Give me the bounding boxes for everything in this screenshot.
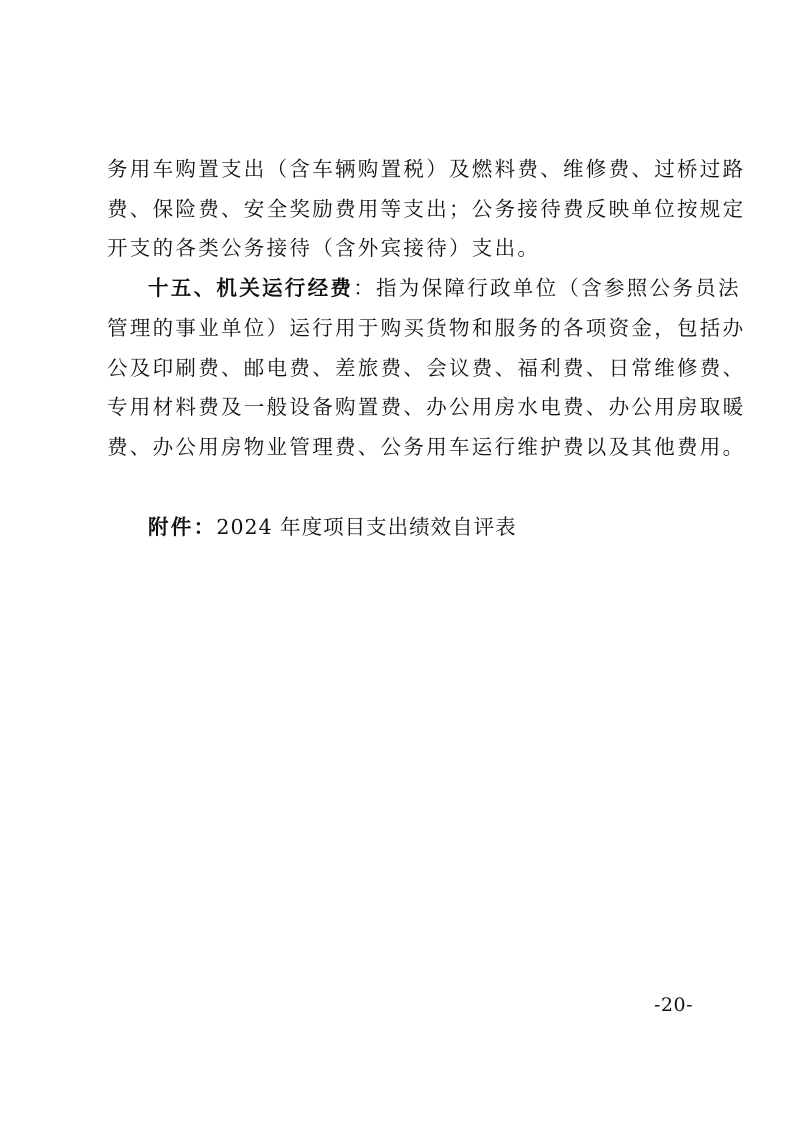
paragraph-line: 务用车购置支出（含车辆购置税）及燃料费、维修费、过桥过路 <box>107 157 746 181</box>
paragraph-line: 费、办公用房物业管理费、公务用车运行维护费以及其他费用。 <box>107 435 746 459</box>
paragraph-line: 开支的各类公务接待（含外宾接待）支出。 <box>107 236 541 260</box>
section-15-first-line <box>148 273 748 303</box>
attachment-line <box>148 512 748 542</box>
attachment-text: 2024 年度项目支出绩效自评表 <box>216 515 517 539</box>
page-number: -20- <box>654 994 694 1016</box>
paragraph-line: 公及印刷费、邮电费、差旅费、会议费、福利费、日常维修费、 <box>107 356 746 380</box>
paragraph-line: 费、保险费、安全奖励费用等支出；公务接待费反映单位按规定 <box>107 197 746 221</box>
paragraph-line: 管理的事业单位）运行用于购买货物和服务的各项资金，包括办 <box>107 316 746 340</box>
attachment-label: 附件： <box>148 515 217 539</box>
section-15-text: ：指为保障行政单位（含参照公务员法 <box>353 276 741 300</box>
paragraph-line: 专用材料费及一般设备购置费、办公用房水电费、办公用房取暖 <box>107 395 746 419</box>
section-15-heading: 十五、机关运行经费 <box>148 276 354 300</box>
